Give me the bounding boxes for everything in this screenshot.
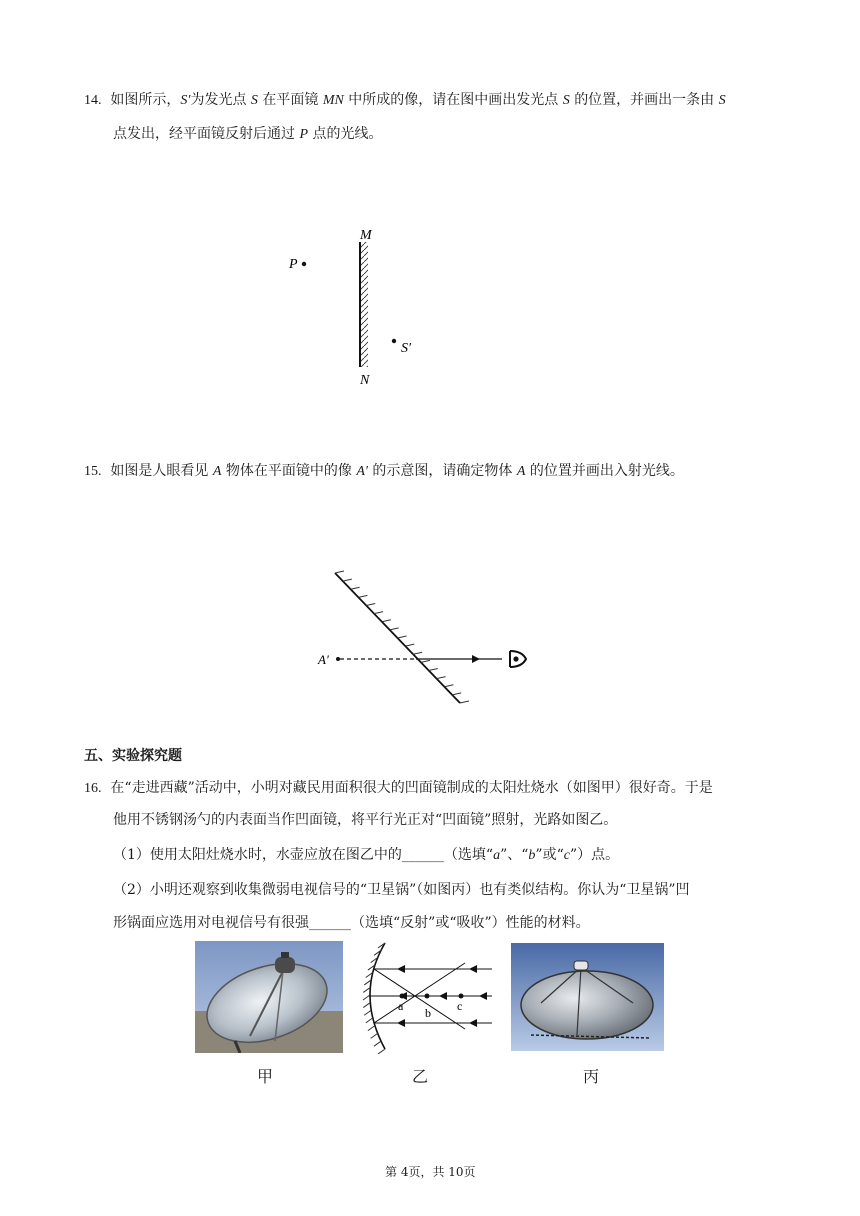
hatch-mark bbox=[351, 587, 360, 589]
q15-mirror-figure bbox=[310, 565, 540, 715]
caption-jia: 甲 bbox=[257, 1067, 274, 1086]
hatch-mark bbox=[358, 595, 367, 597]
label-b: b bbox=[425, 1006, 431, 1020]
answer-blank: ______ bbox=[309, 915, 351, 931]
hatch-mark bbox=[343, 579, 352, 581]
q16-part1 bbox=[113, 845, 619, 866]
option: a bbox=[493, 848, 501, 863]
caption-yi: 乙 bbox=[412, 1067, 429, 1086]
hatch-mark bbox=[371, 1033, 378, 1038]
hatch-mark bbox=[335, 571, 344, 573]
option: c bbox=[563, 848, 570, 863]
text: 的示意图，请确定物体 bbox=[372, 463, 513, 479]
text: 的位置并画出入射光线。 bbox=[529, 463, 684, 479]
hatch-mark bbox=[363, 1003, 370, 1008]
question-number: 14. bbox=[84, 93, 102, 108]
label-s-prime: S′ bbox=[401, 341, 412, 356]
eye-icon bbox=[510, 651, 526, 667]
text: ”或“ bbox=[535, 847, 564, 863]
q14-line1 bbox=[84, 90, 726, 111]
concave-mirror-ray-diagram bbox=[347, 939, 497, 1054]
hatch-mark bbox=[378, 1049, 385, 1054]
mirror-hatching bbox=[361, 242, 368, 367]
hatch-mark bbox=[363, 995, 370, 1000]
symbol: A bbox=[516, 464, 526, 479]
text: 形锅面应选用对电视信号有很强 bbox=[113, 915, 309, 931]
text: 中所成的像，请在图中画出发光点 bbox=[348, 92, 559, 108]
hatch-mark bbox=[382, 620, 391, 622]
hatch-mark bbox=[368, 1026, 375, 1031]
text: ”、“ bbox=[500, 847, 529, 863]
hatch-mark bbox=[366, 604, 375, 606]
hatch-mark bbox=[413, 652, 422, 654]
label-a-prime: A′ bbox=[318, 652, 329, 667]
q15-line1 bbox=[84, 461, 684, 482]
q14-mirror-figure bbox=[280, 220, 430, 390]
hatch-mark bbox=[374, 1041, 381, 1046]
hatch-mark bbox=[405, 644, 414, 646]
q16-part2-line2 bbox=[113, 913, 590, 933]
question-number: 16. bbox=[84, 781, 102, 796]
symbol: A bbox=[212, 464, 222, 479]
hatch-mark bbox=[398, 636, 407, 638]
arrow-head bbox=[479, 992, 487, 1000]
point-c bbox=[459, 994, 464, 999]
label-m: M bbox=[360, 228, 372, 243]
text: 在“走进西藏”活动中，小明对藏民用面积很大的凹面镜制成的太阳灶烧水（如图甲）很好奇。于是 bbox=[110, 780, 713, 796]
point-b bbox=[425, 994, 430, 999]
label-p: P bbox=[289, 257, 298, 272]
label-c: c bbox=[457, 999, 463, 1013]
hatch-mark bbox=[366, 1018, 373, 1023]
text: 如图所示， bbox=[110, 92, 181, 108]
text: 物体在平面镜中的像 bbox=[225, 463, 352, 479]
text: 点发出，经平面镜反射后通过 bbox=[113, 126, 295, 142]
section-title: 五、实验探究题 bbox=[84, 748, 182, 764]
text: 在平面镜 bbox=[262, 92, 319, 108]
arrow-head bbox=[469, 1019, 477, 1027]
mirror-hatching bbox=[335, 571, 469, 703]
label-n: N bbox=[360, 373, 370, 388]
hatch-mark bbox=[444, 685, 453, 687]
arrow-head bbox=[439, 992, 447, 1000]
point-a-prime bbox=[336, 657, 340, 661]
hatch-mark bbox=[390, 628, 399, 630]
arrow-head bbox=[472, 655, 480, 663]
text: （1）使用太阳灶烧水时，水壶应放在图乙中的 bbox=[113, 847, 402, 863]
arrow-head bbox=[397, 1019, 405, 1027]
reflected-ray-1 bbox=[374, 969, 465, 1029]
symbol: MN bbox=[322, 93, 344, 108]
hatch-mark bbox=[460, 701, 469, 703]
text: 点的光线。 bbox=[312, 126, 383, 142]
symbol: S bbox=[718, 93, 726, 108]
symbol: P bbox=[299, 127, 309, 142]
option: b bbox=[528, 848, 536, 863]
label-a: a bbox=[398, 999, 404, 1013]
q14-line2 bbox=[113, 124, 382, 145]
text: （选填“ bbox=[443, 847, 494, 863]
hatch-mark bbox=[452, 693, 461, 695]
text: ”）点。 bbox=[569, 847, 620, 863]
hatch-mark bbox=[364, 1010, 371, 1015]
hatch-mark bbox=[421, 660, 430, 662]
hatch-mark bbox=[374, 612, 383, 614]
text: 如图是人眼看见 bbox=[110, 463, 209, 479]
point-p bbox=[302, 262, 306, 266]
symbol: S bbox=[562, 93, 570, 108]
symbol: A′ bbox=[356, 464, 368, 479]
mirror-hatching bbox=[363, 943, 385, 1054]
question-number: 15. bbox=[84, 464, 102, 479]
answer-blank: ______ bbox=[401, 847, 444, 863]
text: 为发光点 bbox=[190, 92, 247, 108]
text: （选填“反射”或“吸收”）性能的材料。 bbox=[351, 915, 590, 931]
hatch-mark bbox=[437, 677, 446, 679]
point-s-prime bbox=[392, 339, 396, 343]
q16-part2-line1: （2）小明还观察到收集微弱电视信号的“卫星锅”（如图丙）也有类似结构。你认为“卫星锅”凹 bbox=[113, 882, 690, 898]
symbol: S′ bbox=[180, 93, 191, 108]
hatch-mark bbox=[429, 669, 438, 671]
arrow-head bbox=[469, 965, 477, 973]
arrow-head bbox=[397, 965, 405, 973]
page-footer: 第 4页，共 10页 bbox=[385, 1165, 476, 1179]
reflected-ray-2 bbox=[374, 963, 465, 1023]
solar-cooker-photo bbox=[195, 941, 343, 1053]
text: 的位置，并画出一条由 bbox=[574, 92, 715, 108]
q16-line2: 他用不锈钢汤勺的内表面当作凹面镜，将平行光正对“凹面镜”照射，光路如图乙。 bbox=[113, 812, 618, 828]
caption-bing: 丙 bbox=[583, 1067, 600, 1086]
symbol: S bbox=[250, 93, 258, 108]
satellite-dish-image bbox=[511, 943, 664, 1051]
q16-line1 bbox=[84, 778, 713, 799]
point-a bbox=[400, 994, 405, 999]
